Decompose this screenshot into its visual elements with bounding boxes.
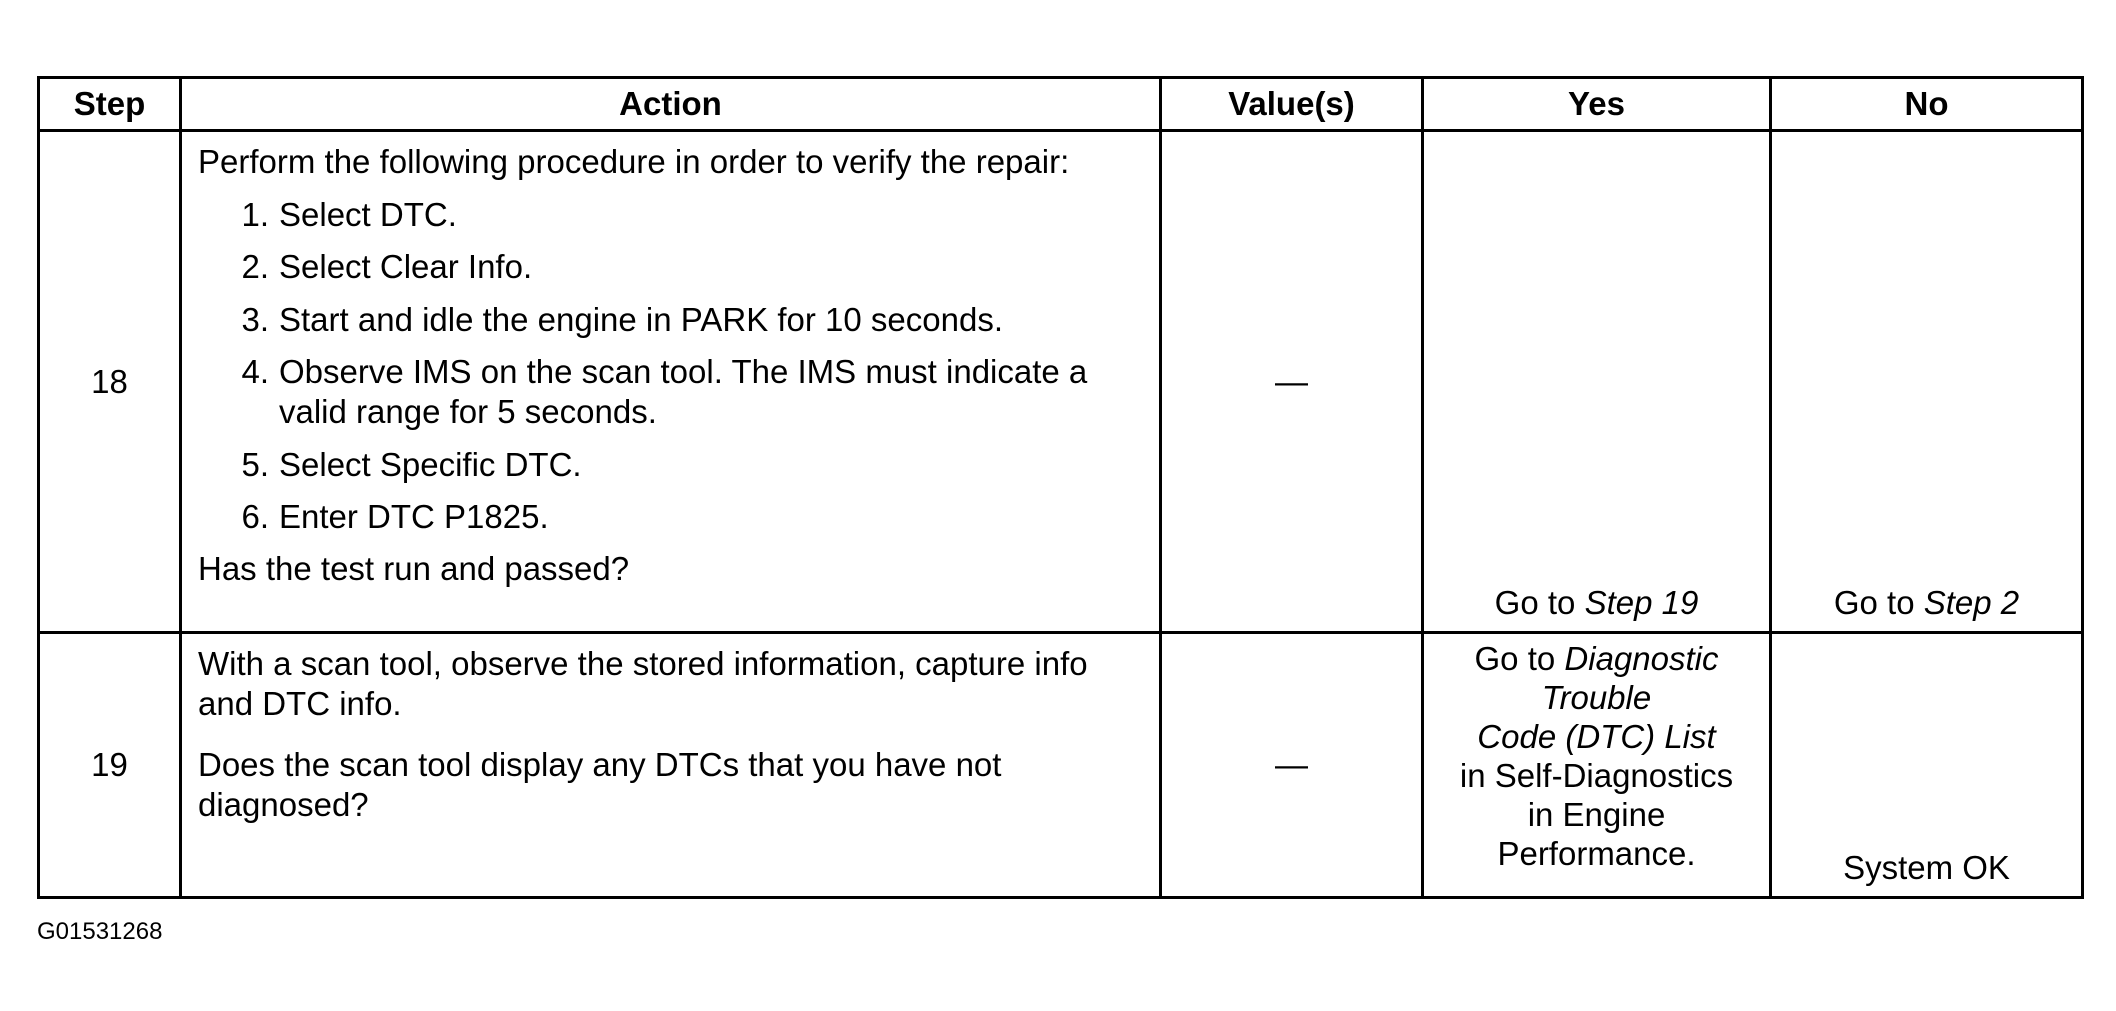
procedure-item-number: 6. [241, 498, 269, 536]
yes-prefix: Go to [1474, 640, 1565, 677]
procedure-item-text: Enter DTC P1825. [279, 498, 549, 536]
action-cell [181, 131, 1161, 633]
value-cell: — [1161, 633, 1423, 898]
header-values: Value(s) [1161, 78, 1423, 131]
no-cell: System OK [1771, 633, 2083, 898]
action-text: With a scan tool, observe the stored information, capture info and DTC info. [198, 645, 1088, 722]
procedure-list [198, 195, 1145, 537]
header-yes: Yes [1423, 78, 1771, 131]
no-prefix: Go to [1833, 584, 1924, 622]
header-step: Step [39, 78, 181, 131]
procedure-item-number: 3. [241, 300, 269, 338]
no-step-link[interactable]: Step 2 [1923, 584, 2020, 622]
step-number: 18 [39, 131, 181, 633]
table-row-step-18 [39, 131, 2083, 633]
procedure-item-text: Select Clear Info. [279, 248, 533, 286]
procedure-item [198, 195, 1145, 235]
yes-step-link[interactable]: Step 19 [1584, 584, 1699, 622]
dtc-list-link[interactable]: Diagnostic [1564, 640, 1719, 677]
procedure-item [198, 445, 1145, 485]
procedure-item-text: Select Specific DTC. [279, 445, 582, 483]
procedure-item [198, 497, 1145, 537]
procedure-item [198, 247, 1145, 287]
figure-id: G01531268 [37, 918, 163, 945]
procedure-item-text: Observe IMS on the scan tool. The IMS must indicate a valid range for 5 seconds. [279, 353, 1088, 430]
dtc-list-link[interactable]: Trouble [1541, 678, 1652, 716]
procedure-item-number: 4. [241, 353, 269, 391]
dtc-list-link[interactable]: Code (DTC) List [1477, 717, 1716, 755]
diagnostic-table [37, 76, 2084, 899]
yes-suffix: Performance. [1497, 834, 1696, 872]
action-cell [181, 633, 1161, 898]
action-intro: Perform the following procedure in order to verify the repair: [198, 143, 1070, 180]
table-header-row [39, 78, 2083, 131]
procedure-item-text: Start and idle the engine in PARK for 10 seconds. [279, 300, 1004, 338]
no-cell [1771, 131, 2083, 633]
procedure-item-number: 2. [241, 248, 269, 286]
yes-cell [1423, 131, 1771, 633]
procedure-item [198, 300, 1145, 340]
value-cell: — [1161, 131, 1423, 633]
step-number: 19 [39, 633, 181, 898]
header-no: No [1771, 78, 2083, 131]
yes-suffix: in Engine [1527, 795, 1666, 833]
yes-line-1 [1432, 640, 1761, 679]
yes-cell [1423, 633, 1771, 898]
action-question: Does the scan tool display any DTCs that you have not diagnosed? [198, 746, 1002, 823]
procedure-item-text: Select DTC. [279, 195, 457, 233]
action-question: Has the test run and passed? [198, 549, 630, 587]
yes-prefix: Go to [1494, 584, 1585, 622]
yes-suffix: in Self-Diagnostics [1459, 756, 1734, 794]
procedure-item-number: 1. [241, 195, 269, 233]
table-row-step-19 [39, 633, 2083, 898]
header-action: Action [181, 78, 1161, 131]
procedure-item-number: 5. [241, 445, 269, 483]
procedure-item [198, 352, 1145, 431]
